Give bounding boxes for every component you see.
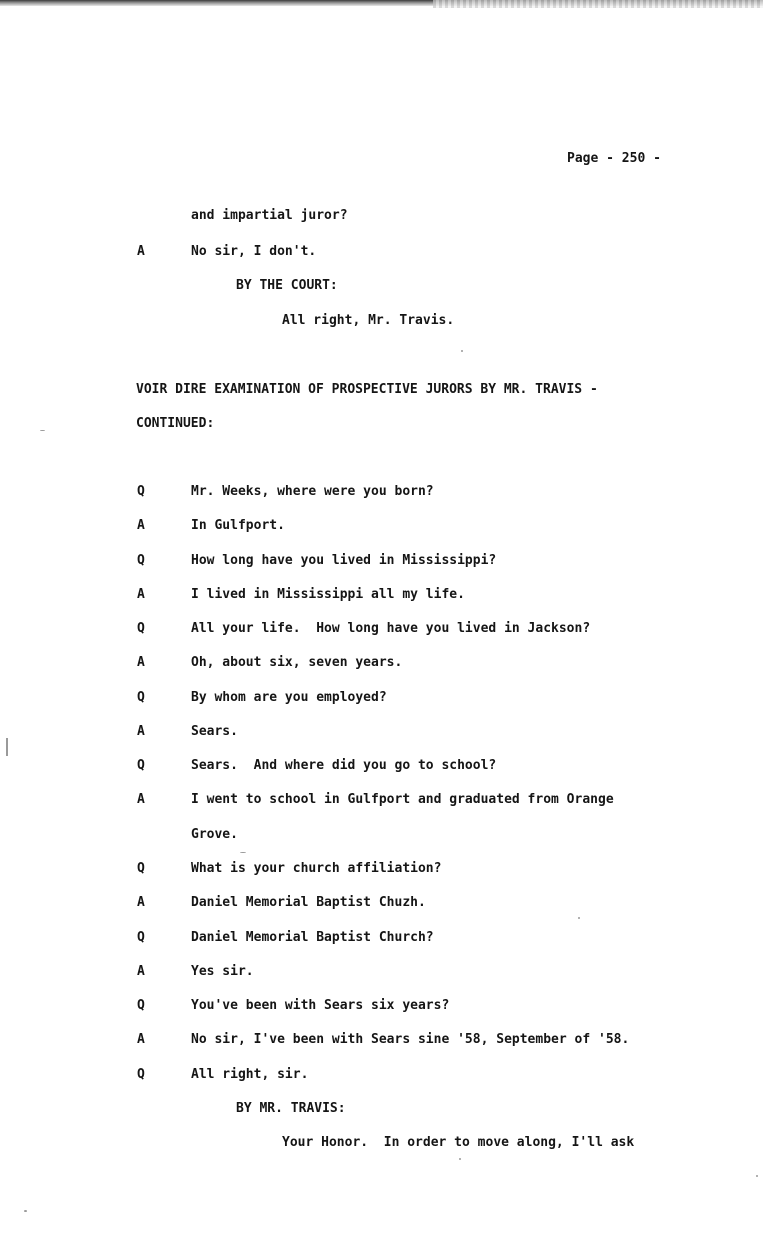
speaker-label: Q	[137, 861, 145, 876]
speaker-label: A	[137, 724, 145, 739]
speaker-label: Q	[137, 758, 145, 773]
speaker-label: Q	[137, 690, 145, 705]
speaker-label: A	[137, 655, 145, 670]
transcript-line: Daniel Memorial Baptist Chuzh.	[191, 895, 426, 910]
answer-line: No sir, I don't.	[191, 244, 317, 259]
transcript-line: In Gulfport.	[191, 518, 285, 533]
speaker-label: Q	[137, 553, 145, 568]
scan-speck	[578, 917, 580, 919]
transcript-line: What is your church affiliation?	[191, 861, 442, 876]
scan-speck	[459, 1158, 461, 1160]
continuation-line: and impartial juror?	[191, 208, 348, 223]
transcript-line: Yes sir.	[191, 964, 254, 979]
closing-remark: Your Honor. In order to move along, I'll ask	[282, 1135, 635, 1150]
scan-top-border-noise	[433, 0, 763, 8]
section-heading-continued: CONTINUED:	[136, 416, 215, 431]
transcript-line: All right, sir.	[191, 1067, 309, 1082]
speaker-label: Q	[137, 484, 145, 499]
speaker-label: A	[137, 1032, 145, 1047]
speaker-label: Q	[137, 621, 145, 636]
speaker-label: A	[137, 964, 145, 979]
speaker-label: A	[137, 244, 145, 259]
transcript-line: Mr. Weeks, where were you born?	[191, 484, 434, 499]
speaker-label: A	[137, 792, 145, 807]
transcript-line: I lived in Mississippi all my life.	[191, 587, 465, 602]
transcript-line: Oh, about six, seven years.	[191, 655, 403, 670]
scan-speck	[40, 430, 45, 431]
scan-speck	[461, 350, 463, 352]
transcript-line: Sears. And where did you go to school?	[191, 758, 497, 773]
scan-speck	[756, 1175, 758, 1177]
speaker-label: A	[137, 895, 145, 910]
transcript-line: How long have you lived in Mississippi?	[191, 553, 497, 568]
speaker-label: Q	[137, 998, 145, 1013]
section-heading: VOIR DIRE EXAMINATION OF PROSPECTIVE JURORS BY MR. TRAVIS -	[136, 382, 598, 397]
speaker-label: Q	[137, 1067, 145, 1082]
speaker-label: A	[137, 518, 145, 533]
transcript-line: All your life. How long have you lived in Jackson?	[191, 621, 591, 636]
scan-speck	[240, 852, 246, 853]
by-the-court-heading: BY THE COURT:	[236, 278, 338, 293]
transcript-line: You've been with Sears six years?	[191, 998, 450, 1013]
transcript-line: No sir, I've been with Sears sine '58, September of '58.	[191, 1032, 630, 1047]
by-mr-travis-heading: BY MR. TRAVIS:	[236, 1101, 346, 1116]
speaker-label: A	[137, 587, 145, 602]
transcript-line: I went to school in Gulfport and graduated from Orange	[191, 792, 614, 807]
scan-speck	[24, 1210, 27, 1212]
transcript-line: Sears.	[191, 724, 238, 739]
transcript-line: By whom are you employed?	[191, 690, 387, 705]
court-remark: All right, Mr. Travis.	[282, 313, 455, 328]
transcript-line: Grove.	[191, 827, 238, 842]
speaker-label: Q	[137, 930, 145, 945]
transcript-line: Daniel Memorial Baptist Church?	[191, 930, 434, 945]
scan-speck	[6, 738, 8, 756]
page-number: Page - 250 -	[567, 151, 661, 166]
